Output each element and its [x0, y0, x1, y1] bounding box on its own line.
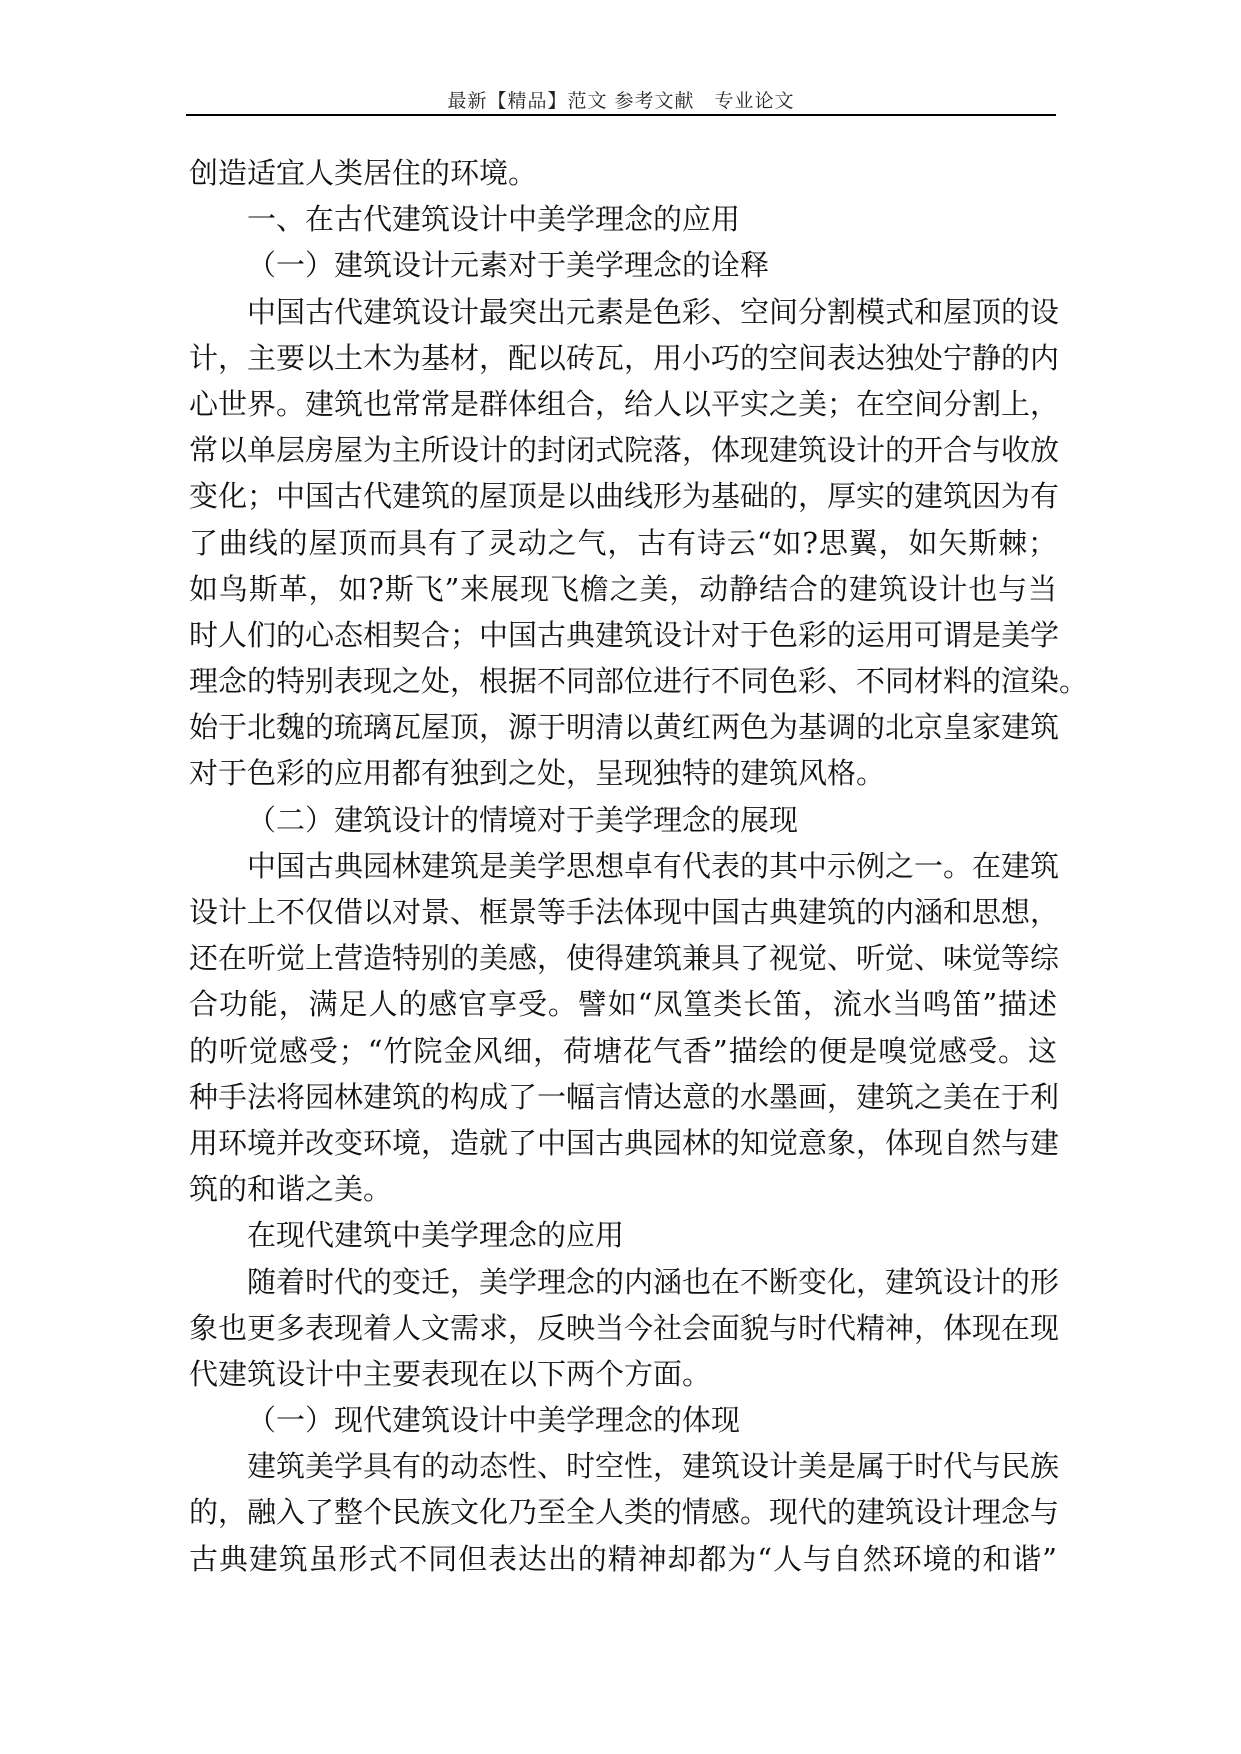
- text-line: 代建筑设计中主要表现在以下两个方面。: [189, 1356, 712, 1391]
- section-heading: 一、在古代建筑设计中美学理念的应用: [247, 202, 741, 237]
- text-line: 理念的特别表现之处，根据不同部位进行不同色彩、不同材料的渲染。: [189, 664, 1089, 699]
- text-line: 中国古代建筑设计最突出元素是色彩、空间分割模式和屋顶的设: [247, 294, 1060, 329]
- header-rule: [186, 114, 1056, 116]
- subsection-heading: （二）建筑设计的情境对于美学理念的展现: [247, 802, 799, 837]
- text-line: 的，融入了整个民族文化乃至全人类的情感。现代的建筑设计理念与: [189, 1495, 1060, 1530]
- text-line: 随着时代的变迁，美学理念的内涵也在不断变化，建筑设计的形: [247, 1264, 1060, 1299]
- text-line: 对于色彩的应用都有独到之处，呈现独特的建筑风格。: [189, 756, 886, 791]
- text-line: 时人们的心态相契合；中国古典建筑设计对于色彩的运用可谓是美学: [189, 617, 1060, 652]
- text-line: 还在听觉上营造特别的美感，使得建筑兼具了视觉、听觉、味觉等综: [189, 941, 1060, 976]
- text-line: 种手法将园林建筑的构成了一幅言情达意的水墨画，建筑之美在于利: [189, 1079, 1060, 1114]
- text-line: 创造适宜人类居住的环境。: [189, 156, 538, 190]
- text-line: 了曲线的屋顶而具有了灵动之气，古有诗云“如?思翼，如矢斯棘；: [189, 525, 1057, 560]
- text-line: 筑的和谐之美。: [189, 1172, 393, 1207]
- text-line: 常以单层房屋为主所设计的封闭式院落，体现建筑设计的开合与收放: [189, 433, 1060, 468]
- text-line: 建筑美学具有的动态性、时空性，建筑设计美是属于时代与民族: [247, 1449, 1060, 1484]
- text-line: 合功能，满足人的感官享受。譬如“凤篁类长笛，流水当鸣笛”描述: [189, 987, 1057, 1022]
- text-line: 象也更多表现着人文需求，反映当今社会面貌与时代精神，体现在现: [189, 1310, 1060, 1345]
- text-line: 计，主要以土木为基材，配以砖瓦，用小巧的空间表达独处宁静的内: [189, 340, 1060, 375]
- section-heading: 在现代建筑中美学理念的应用: [247, 1218, 625, 1253]
- text-line: 的听觉感受；“竹院金风细，荷塘花气香”描绘的便是嗅觉感受。这: [189, 1033, 1057, 1068]
- text-line: 心世界。建筑也常常是群体组合，给人以平实之美；在空间分割上，: [189, 386, 1060, 421]
- text-line: 变化；中国古代建筑的屋顶是以曲线形为基础的，厚实的建筑因为有: [189, 479, 1060, 514]
- subsection-heading: （一）建筑设计元素对于美学理念的诠释: [247, 248, 770, 283]
- text-line: 中国古典园林建筑是美学思想卓有代表的其中示例之一。在建筑: [247, 848, 1060, 883]
- text-line: 如鸟斯革，如?斯飞”来展现飞檐之美，动静结合的建筑设计也与当: [189, 571, 1057, 606]
- text-line: 用环境并改变环境，造就了中国古典园林的知觉意象，体现自然与建: [189, 1125, 1060, 1160]
- text-line: 始于北魏的琉璃瓦屋顶，源于明清以黄红两色为基调的北京皇家建筑: [189, 710, 1060, 745]
- page-header: 最新【精品】范文 参考文献 专业论文: [447, 90, 795, 112]
- text-line: 设计上不仅借以对景、框景等手法体现中国古典建筑的内涵和思想，: [189, 895, 1060, 929]
- document-body: [189, 150, 1089, 1582]
- subsection-heading: （一）现代建筑设计中美学理念的体现: [247, 1403, 741, 1438]
- text-line: 古典建筑虽形式不同但表达出的精神却都为“人与自然环境的和谐”: [189, 1541, 1057, 1576]
